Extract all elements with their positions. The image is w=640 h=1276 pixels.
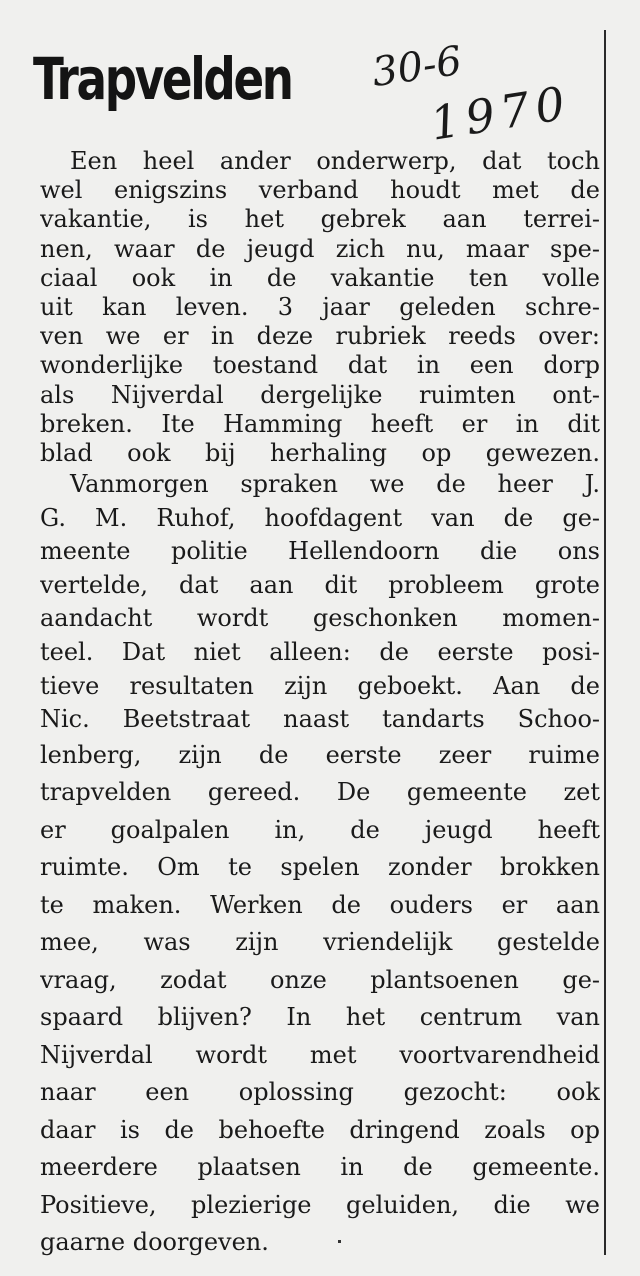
text-line: naar een oplossing gezocht: ook: [40, 1078, 600, 1107]
handwritten-date-year: 1970: [426, 75, 575, 151]
paragraph-1: [40, 147, 600, 468]
paragraph-2: [40, 468, 600, 1262]
text-line: Vanmorgen spraken we de heer J.: [70, 470, 600, 499]
text-line: tieve resultaten zijn geboekt. Aan de: [40, 671, 600, 700]
text-line: vraag, zodat onze plantsoenen ge-: [40, 965, 600, 994]
text-line: daar is de behoefte dringend zoals op: [40, 1115, 600, 1144]
text-line: vakantie, is het gebrek aan terrei-: [40, 205, 600, 234]
text-line: mee, was zijn vriendelijk gestelde: [40, 928, 600, 957]
text-line: breken. Ite Hamming heeft er in dit: [40, 409, 600, 438]
text-line: gaarne doorgeven.: [40, 1228, 269, 1257]
text-line: ciaal ook in de vakantie ten volle: [40, 263, 600, 292]
text-line: meente politie Hellendoorn die ons: [40, 537, 600, 566]
headline: Trapvelden: [33, 45, 292, 113]
text-line: Positieve, plezierige geluiden, die we: [40, 1190, 600, 1219]
text-line: trapvelden gereed. De gemeente zet: [40, 778, 600, 807]
text-line: G. M. Ruhof, hoofdagent van de ge-: [40, 503, 600, 532]
text-line: wonderlijke toestand dat in een dorp: [40, 351, 600, 380]
text-line: te maken. Werken de ouders er aan: [40, 890, 600, 919]
text-line: Een heel ander onderwerp, dat toch: [70, 147, 600, 175]
text-line: blad ook bij herhaling op gewezen.: [40, 438, 600, 467]
ink-speck: [338, 1240, 341, 1243]
text-line: wel enigszins verband houdt met de: [40, 176, 600, 205]
text-line: nen, waar de jeugd zich nu, maar spe-: [40, 234, 600, 263]
article-body: [40, 147, 600, 1262]
text-line: meerdere plaatsen in de gemeente.: [40, 1153, 600, 1182]
column-rule: [604, 30, 606, 1255]
text-line: ruimte. Om te spelen zonder brokken: [40, 853, 600, 882]
text-line: er goalpalen in, de jeugd heeft: [40, 815, 600, 844]
text-line: lenberg, zijn de eerste zeer ruime: [40, 740, 600, 769]
text-line: teel. Dat niet alleen: de eerste posi-: [40, 638, 600, 667]
text-line: ven we er in deze rubriek reeds over:: [40, 322, 600, 351]
text-line: als Nijverdal dergelijke ruimten ont-: [40, 380, 600, 409]
text-line: aandacht wordt geschonken momen-: [40, 604, 600, 633]
handwritten-date-day-month: 30-6: [369, 37, 465, 97]
text-line: Nic. Beetstraat naast tandarts Schoo-: [40, 705, 600, 734]
text-line: Nijverdal wordt met voortvarendheid: [40, 1040, 600, 1069]
text-line: vertelde, dat aan dit probleem grote: [40, 570, 600, 599]
handwritten-date: [368, 37, 578, 152]
text-line: uit kan leven. 3 jaar geleden schre-: [40, 292, 600, 321]
text-line: spaard blijven? In het centrum van: [40, 1003, 600, 1032]
